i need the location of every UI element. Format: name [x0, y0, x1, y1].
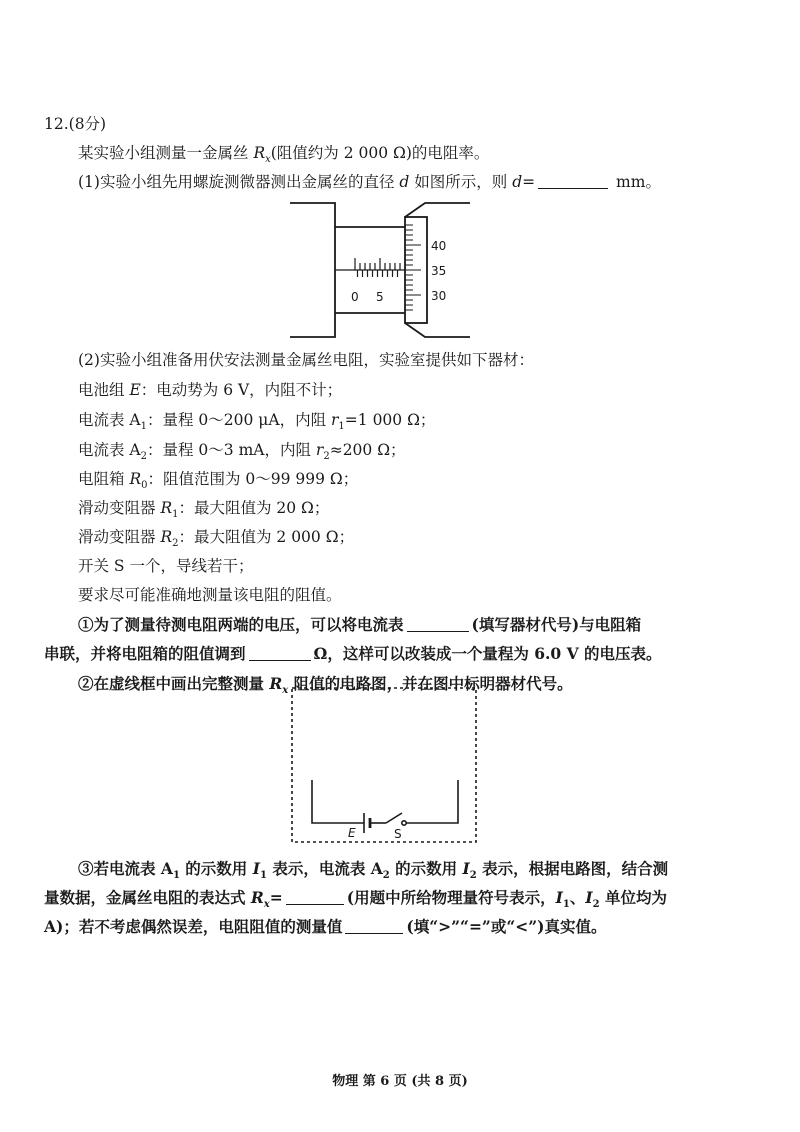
circuit-drawing-box[interactable] [290, 685, 480, 845]
thimble-label-40: 40 [431, 239, 447, 253]
part2-text: (2)实验小组准备用伏安法测量金属丝电阻，实验室提供如下器材： [78, 351, 534, 369]
micrometer-frame [290, 203, 335, 337]
circuit-wire-left [312, 780, 364, 823]
answer-blank-ammeter[interactable] [407, 615, 469, 632]
equipment-r0: 电阻箱 $R_0$：阻值范围为 0～99 999 Ω； [78, 470, 359, 492]
answer-blank-comparison[interactable] [345, 917, 403, 934]
circuit-wire-right [406, 780, 458, 823]
micrometer-figure [285, 195, 475, 340]
switch-contact [402, 821, 406, 825]
switch-label: S [394, 827, 402, 841]
part1-text: (1)实验小组先用螺旋测微器测出金属丝的直径 d 如图所示，则 d= mm。 [78, 173, 661, 191]
subquestion-3-continued: 量数据，金属丝电阻的表达式 $R_x=$ (用题中所给物理量符号表示，$I_1$、$I_2$ 单位均为 [44, 888, 667, 911]
thimble-label-35: 35 [431, 264, 447, 278]
equipment-r2: 滑动变阻器 $R_2$：最大阻值为 2 000 Ω； [78, 528, 355, 550]
answer-blank-expression[interactable] [286, 888, 344, 905]
equipment-r1: 滑动变阻器 $R_1$：最大阻值为 20 Ω； [78, 499, 330, 521]
main-scale-label-5: 5 [376, 290, 384, 304]
equipment-a2: 电流表 $A_2$：量程 0～3 mA，内阻 $r_2\approx 200$ Ω； [78, 441, 406, 463]
answer-blank-diameter[interactable] [538, 172, 608, 189]
equipment-requirement: 要求尽可能准确地测量该电阻的阻值。 [78, 586, 342, 604]
equipment-battery: 电池组 E：电动势为 6 V，内阻不计； [78, 381, 343, 399]
switch-blade [386, 813, 402, 823]
subquestion-2: ②在虚线框中画出完整测量 $R_x$ 阻值的电路图，并在图中标明器材代号。 [78, 674, 573, 697]
thimble-label-30: 30 [431, 289, 447, 303]
subquestion-1-continued: 串联，并将电阻箱的阻值调到 Ω，这样可以改装成一个量程为 6.0 V 的电压表。 [44, 644, 662, 663]
micrometer-thimble-scale [405, 225, 421, 310]
question-intro: 某实验小组测量一金属丝 $R_x$(阻值约为 2 000 Ω)的电阻率。 [78, 144, 490, 166]
subquestion-1: ①为了测量待测电阻两端的电压，可以将电流表 (填写器材代号)与电阻箱 [78, 615, 642, 634]
page-footer: 物理 第 6 页 (共 8 页) [332, 1074, 468, 1089]
battery-label: E [348, 826, 356, 840]
subquestion-3-final: A)；若不考虑偶然误差，电阻阻值的测量值 (填“>”“=”或“<”)真实值。 [44, 917, 607, 936]
subquestion-3: ③若电流表 $A_1$ 的示数用 $I_1$ 表示，电流表 $A_2$ 的示数用 $I_2$ 表示，根据电路图，结合测 [78, 859, 669, 882]
equipment-a1: 电流表 $A_1$：量程 0～200 μA，内阻 $r_1=1$ 000 Ω； [78, 411, 436, 433]
micrometer-main-scale [335, 258, 405, 277]
answer-blank-resistance[interactable] [249, 644, 311, 661]
main-scale-label-0: 0 [351, 290, 359, 304]
question-number: 12.(8分) [44, 115, 107, 133]
equipment-switch: 开关 S 一个，导线若干； [78, 557, 254, 575]
